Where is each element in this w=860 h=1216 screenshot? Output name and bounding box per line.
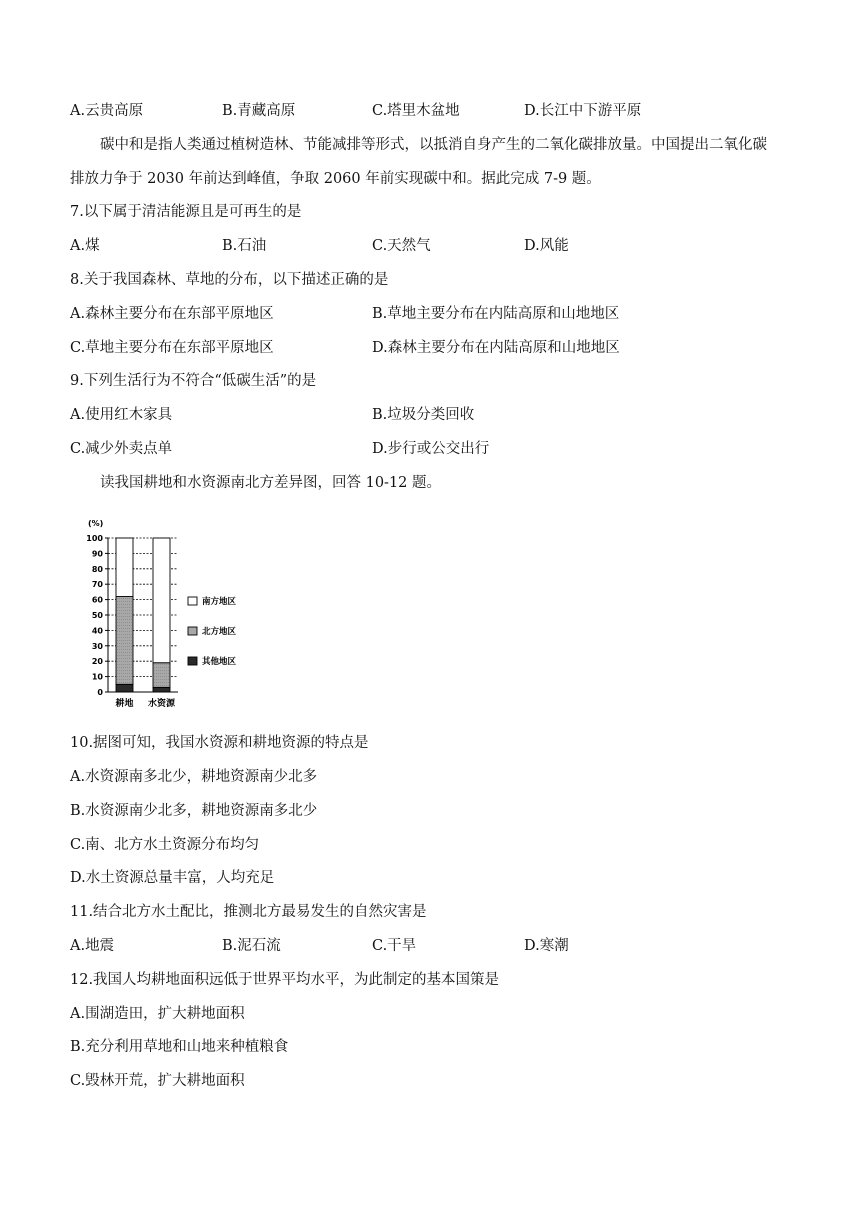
chart-y-tick-label: 10 (91, 672, 103, 682)
q8-option-b: B.草地主要分布在内陆高原和山地地区 (372, 306, 620, 322)
q12-option-a: A.围湖造田，扩大耕地面积 (70, 1006, 245, 1022)
chart-x-label: 耕地 (115, 699, 134, 709)
q8-stem: 8.关于我国森林、草地的分布，以下描述正确的是 (70, 272, 389, 288)
q6-option-a: A.云贵高原 (70, 103, 144, 119)
q7-stem: 7.以下属于清洁能源且是可再生的是 (70, 204, 302, 220)
q8-option-a: A.森林主要分布在东部平原地区 (70, 306, 274, 322)
chart-x-label: 水资源 (147, 699, 176, 709)
q7-option-b: B.石油 (222, 238, 267, 254)
chart-legend-label: 其他地区 (202, 657, 237, 667)
q11-stem: 11.结合北方水土配比，推测北方最易发生的自然灾害是 (70, 904, 427, 920)
chart-bar-segment (116, 684, 133, 692)
chart-y-tick-label: 100 (86, 534, 103, 543)
q11-option-b: B.泥石流 (222, 938, 281, 954)
chart-y-tick-label: 40 (91, 626, 103, 636)
q7-option-a: A.煤 (70, 238, 100, 254)
chart-y-tick-label: 30 (91, 641, 103, 651)
chart-y-tick-label: 80 (91, 564, 103, 574)
q9-option-b: B.垃圾分类回收 (372, 407, 475, 423)
q9-option-a: A.使用红木家具 (70, 407, 173, 423)
chart-legend-swatch (188, 627, 197, 635)
q6-option-b: B.青藏高原 (222, 103, 296, 119)
q11-option-d: D.寒潮 (524, 938, 569, 954)
land-water-chart (78, 516, 278, 712)
chart-bar-segment (116, 538, 133, 597)
chart-y-label: (%) (88, 519, 104, 528)
chart-legend-label: 北方地区 (202, 627, 237, 637)
q10-option-c: C.南、北方水土资源分布均匀 (70, 837, 260, 853)
q11-option-a: A.地震 (70, 938, 115, 954)
q10-option-d: D.水土资源总量丰富，人均充足 (70, 870, 275, 886)
q8-option-d: D.森林主要分布在内陆高原和山地地区 (372, 340, 620, 356)
chart-bar-segment (153, 663, 170, 688)
intro-7-9-line2: 排放力争于 2030 年前达到峰值，争取 2060 年前实现碳中和。据此完成 7-9 题。 (70, 171, 601, 187)
q7-option-d: D.风能 (524, 238, 569, 254)
chart-bar-segment (153, 538, 170, 663)
q12-stem: 12.我国人均耕地面积远低于世界平均水平，为此制定的基本国策是 (70, 972, 500, 988)
chart-legend-label: 南方地区 (202, 597, 237, 607)
chart-legend (188, 596, 237, 667)
chart-bar-segment (153, 687, 170, 692)
chart-bar-segment (116, 597, 133, 685)
chart-y-tick-label: 50 (91, 611, 103, 620)
q10-option-a: A.水资源南多北少，耕地资源南少北多 (70, 769, 318, 785)
q10-option-b: B.水资源南少北多，耕地资源南多北少 (70, 803, 318, 819)
chart-y-tick-label: 70 (91, 580, 103, 590)
chart-legend-swatch (188, 657, 197, 665)
chart-y-tick-label: 0 (97, 688, 103, 697)
chart-y-tick-label: 90 (91, 549, 103, 559)
chart-x-labels (115, 697, 176, 709)
q9-stem: 9.下列生活行为不符合“低碳生活”的是 (70, 373, 317, 389)
q8-option-c: C.草地主要分布在东部平原地区 (70, 340, 274, 356)
q6-option-c: C.塔里木盆地 (372, 103, 460, 119)
q9-option-d: D.步行或公交出行 (372, 441, 490, 457)
q6-option-d: D.长江中下游平原 (524, 103, 642, 119)
chart-y-ticks (86, 534, 103, 697)
chart-y-tick-label: 20 (91, 657, 103, 667)
intro-7-9-line1: 碳中和是指人类通过植树造林、节能减排等形式，以抵消自身产生的二氧化碳排放量。中国提出二氧化碳 (100, 137, 767, 153)
q12-option-c: C.毁林开荒，扩大耕地面积 (70, 1073, 245, 1089)
q11-option-c: C.干旱 (372, 938, 417, 954)
q12-option-b: B.充分利用草地和山地来种植粮食 (70, 1039, 289, 1055)
q10-stem: 10.据图可知，我国水资源和耕地资源的特点是 (70, 735, 369, 751)
chart-y-tick-label: 60 (91, 595, 103, 605)
intro-10-12: 读我国耕地和水资源南北方差异图，回答 10-12 题。 (100, 475, 442, 491)
q9-option-c: C.减少外卖点单 (70, 441, 173, 457)
q7-option-c: C.天然气 (372, 238, 431, 254)
chart-legend-swatch (188, 597, 197, 605)
